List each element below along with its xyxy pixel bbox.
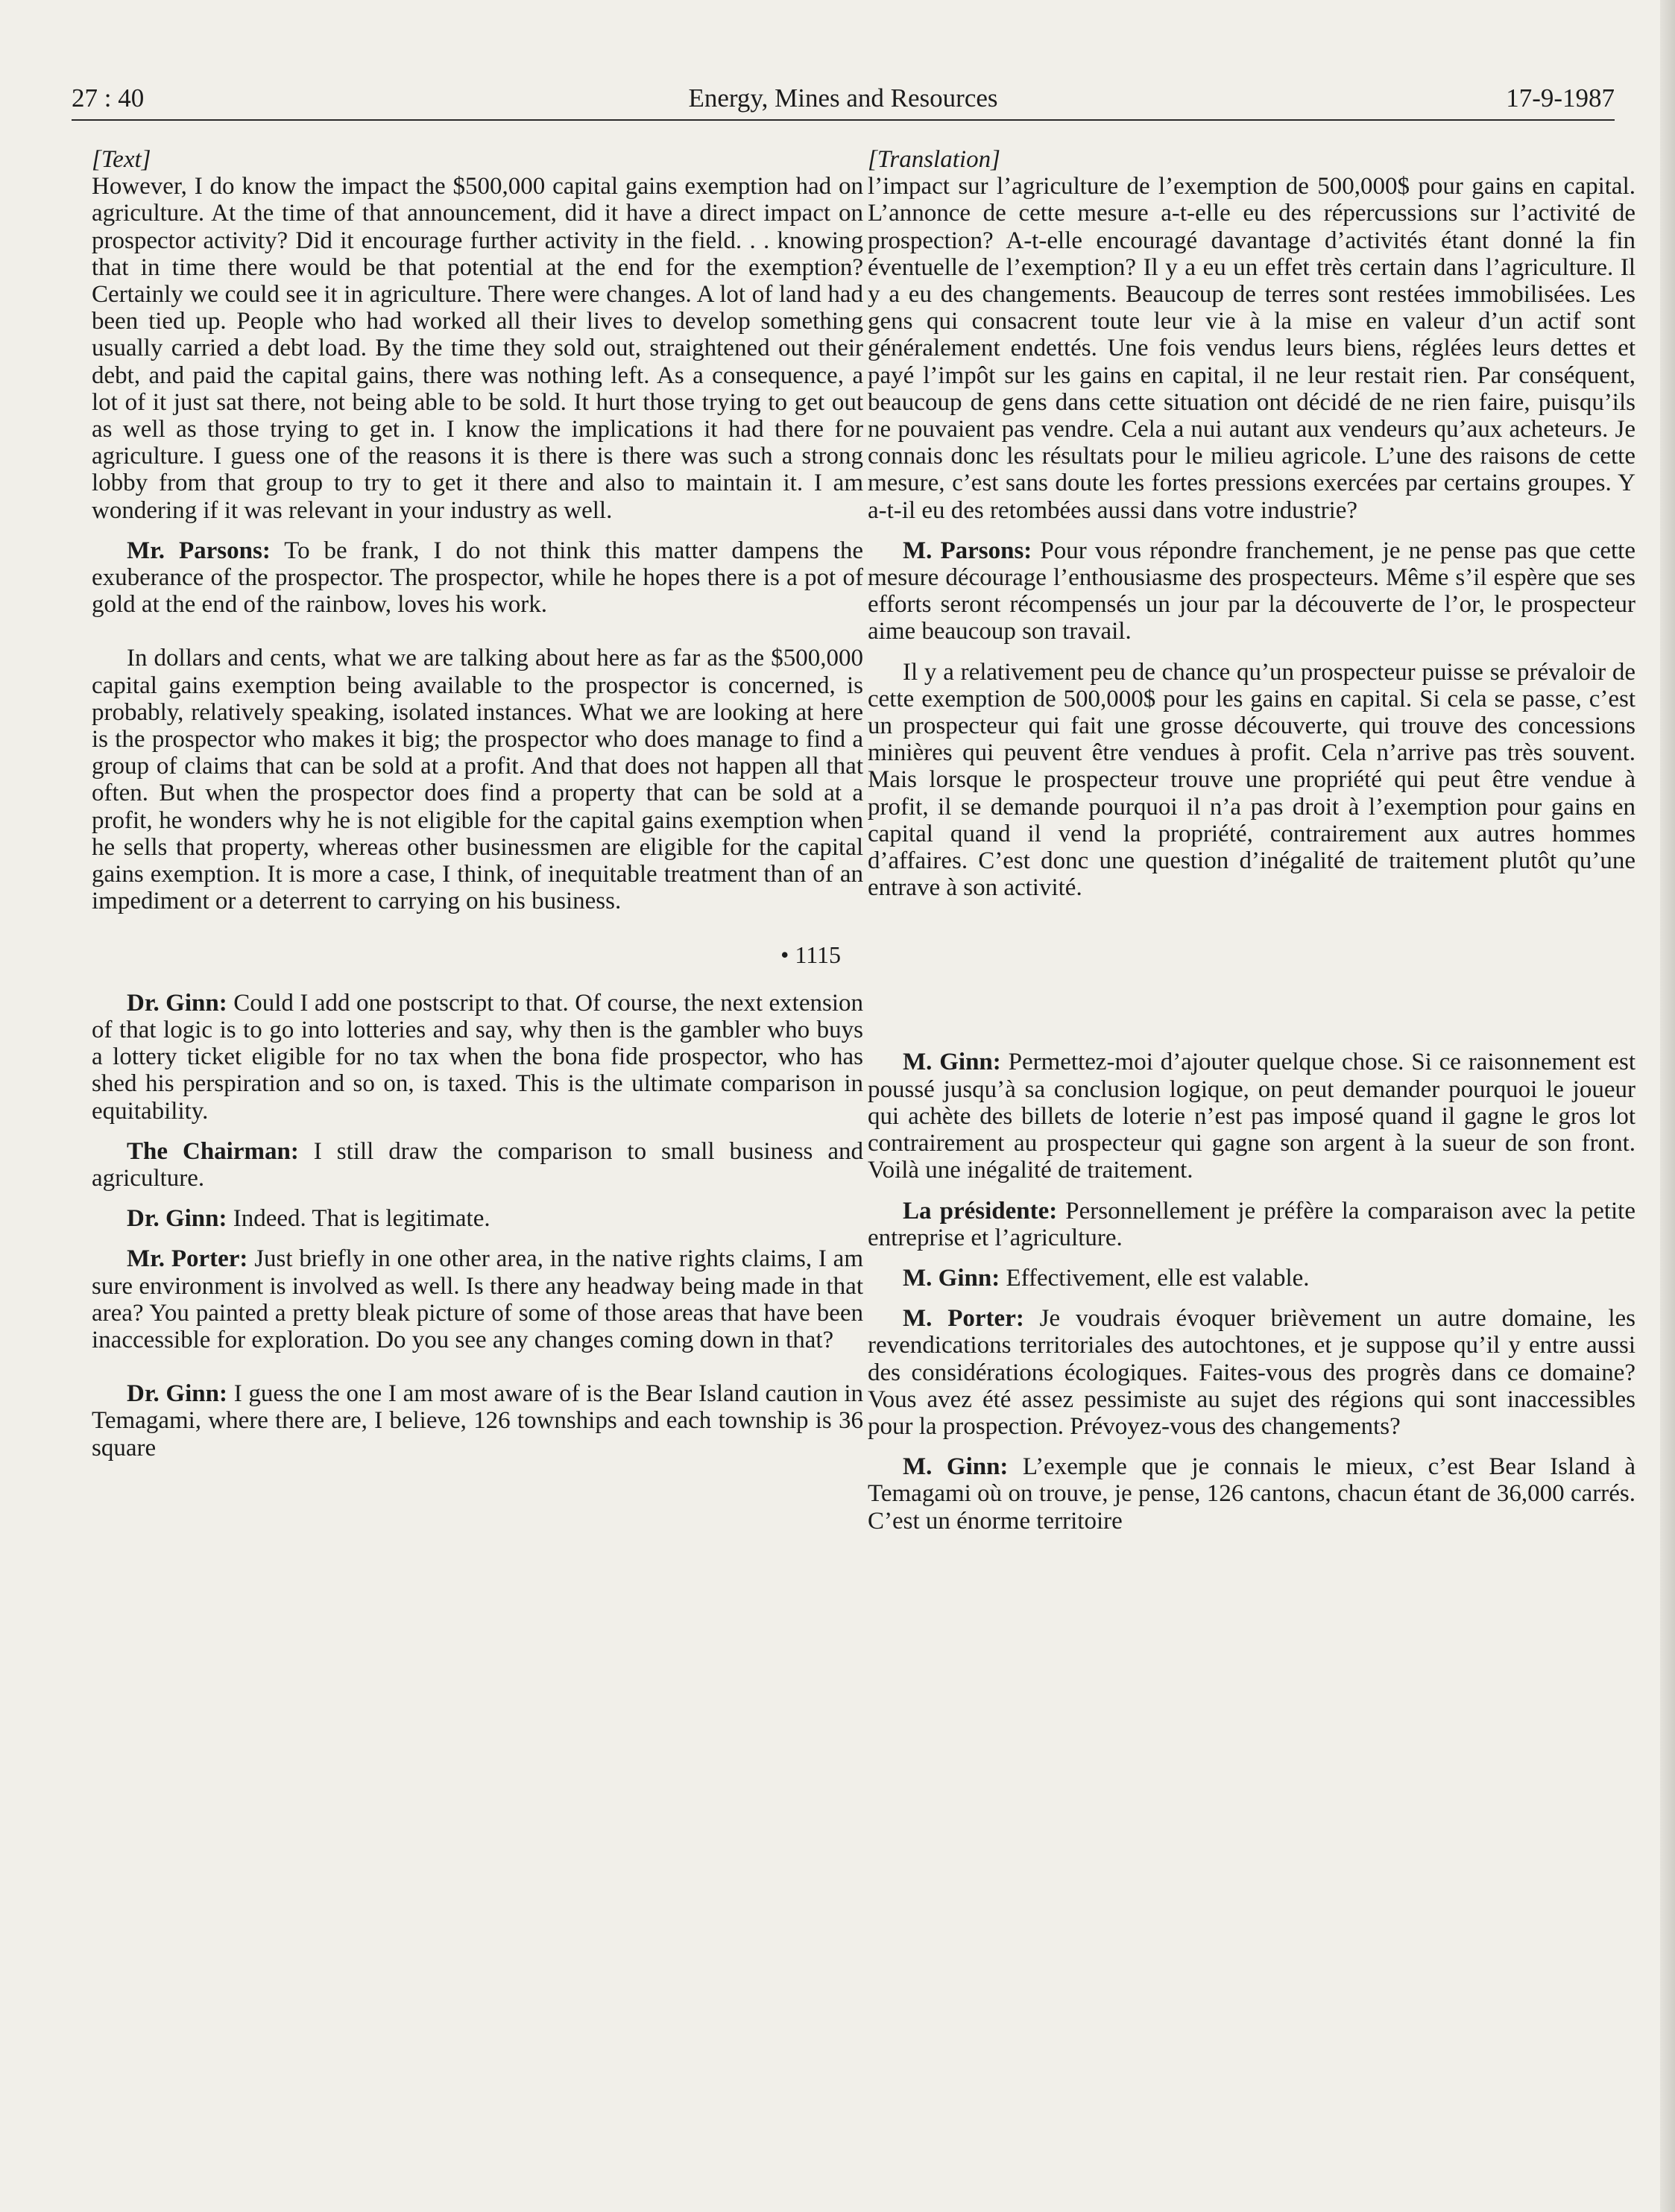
speaker-name: M. Parsons: bbox=[903, 537, 1032, 564]
speech-text: Effectivement, elle est valable. bbox=[1000, 1264, 1310, 1292]
paragraph bbox=[868, 1453, 1635, 1535]
running-title: Energy, Mines and Resources bbox=[688, 83, 998, 113]
paragraph bbox=[92, 1380, 863, 1462]
speaker-name: The Chairman: bbox=[127, 1137, 299, 1165]
speaker-name: M. Porter: bbox=[903, 1305, 1024, 1333]
speech-text: Just briefly in one other area, in the native rights claims, I am sure environment is involved as well. Is there any headway being made in that area? You painted a pretty bleak picture of some of those areas that have been inaccessible for exploration. Do you see any changes coming down in that? bbox=[92, 1245, 863, 1353]
speech-text: Personnellement je préfère la comparaison avec la petite entreprise et l’agriculture. bbox=[868, 1197, 1635, 1251]
french-column bbox=[868, 146, 1635, 1535]
paragraph: However, I do know the impact the $500,000 capital gains exemption had on agriculture. At the time of that announcement, did it have a direct impact on prospector activity? Did it encourage further activity in the field. . . knowing that in time there would be that potential at the end for the exemption? Certainly we could see it in agriculture. There were changes. A lot of land had been tied up. People who had worked all their lives to develop something usually carried a debt load. By the time they sold out, straightened out their debt, and paid the capital gains, there was nothing left. As a consequence, a lot of it just sat there, not being able to be sold. It hurt those trying to get out as well as those trying to get in. I know the implications it had there for agriculture. I guess one of the reasons it is there is there was such a strong lobby from that group to try to get it there and also to maintain it. I am wondering if it was relevant in your industry as well. bbox=[92, 173, 863, 524]
speech-text: I still draw the comparison to small business and agriculture. bbox=[92, 1137, 864, 1192]
time-marker: • 1115 bbox=[780, 941, 841, 969]
page-date: 17-9-1987 bbox=[1506, 83, 1615, 113]
speaker-name: M. Ginn: bbox=[903, 1049, 1001, 1076]
paragraph bbox=[92, 537, 863, 619]
text-tag: [Text] bbox=[92, 146, 151, 173]
paragraph bbox=[868, 1305, 1635, 1440]
speaker-name: M. Ginn: bbox=[903, 1453, 1009, 1481]
speech-text: L’exemple que je connais le mieux, c’est Bear Island à Temagami où on trouve, je pense, 126 cantons, chacun étant de 36,000 carrés. C’est un énorme territoire bbox=[868, 1453, 1636, 1535]
page-number: 27 : 40 bbox=[72, 83, 145, 113]
speaker-name: M. Ginn: bbox=[903, 1264, 1000, 1292]
paragraph bbox=[92, 990, 863, 1125]
speech-text: Pour vous répondre franchement, je ne pense pas que cette mesure décourage l’enthousiasme des prospecteurs. Même s’il espère que ses efforts seront récompensés un jour par la découverte de l’or, le prospecteur aime beaucoup son travail. bbox=[868, 537, 1636, 645]
speech-text: Indeed. That is legitimate. bbox=[227, 1205, 490, 1233]
speaker-name: Dr. Ginn: bbox=[127, 1205, 227, 1233]
paragraph bbox=[868, 1198, 1635, 1251]
speech-text: To be frank, I do not think this matter dampens the exuberance of the prospector. The prospector, while he hopes there is a pot of gold at the end of the rainbow, loves his work. bbox=[92, 537, 863, 619]
speaker-name: Dr. Ginn: bbox=[127, 1380, 227, 1408]
paragraph bbox=[92, 1138, 863, 1192]
translation-tag: [Translation] bbox=[868, 146, 1000, 173]
paragraph bbox=[92, 1205, 863, 1232]
paragraph: Il y a relativement peu de chance qu’un prospecteur puisse se prévaloir de cette exemption de 500,000$ pour les gains en capital. Si cela se passe, c’est un prospecteur qui fait une grosse découverte, qui trouve des concessions minières qui peuvent être vendues à profit. Cela n’arrive pas très souvent. Mais lorsque le prospecteur trouve une propriété qui peut être vendue à profit, il se demande pourquoi il n’a pas droit à l’exemption pour gains en capital quand il vend la propriété, contrairement aux autres hommes d’affaires. C’est donc une question d’inégalité de traitement plutôt qu’une entrave à son activité. bbox=[868, 658, 1635, 902]
speaker-name: La présidente: bbox=[903, 1197, 1058, 1224]
english-column bbox=[92, 146, 863, 1462]
page-header bbox=[72, 83, 1615, 122]
speech-text: Permettez-moi d’ajouter quelque chose. Si ce raisonnement est poussé jusqu’à sa conclusion logique, on peut demander pourquoi le joueur qui achète des billets de loterie n’est pas imposé quand il gagne le gros lot contrairement au prospecteur qui gagne son argent à la sueur de son front. Voilà une inégalité de traitement. bbox=[868, 1049, 1635, 1184]
speaker-name: Mr. Porter: bbox=[127, 1245, 248, 1273]
speaker-name: Dr. Ginn: bbox=[127, 989, 227, 1017]
paragraph bbox=[868, 537, 1635, 645]
paragraph bbox=[868, 1049, 1635, 1184]
speech-text: Je voudrais évoquer brièvement un autre domaine, les revendications territoriales des autochtones, et je suppose qu’il y entre aussi des considérations écologiques. Faites-vous des progrès dans ce domaine? Vous avez été assez pessimiste au sujet des régions qui sont inaccessibles pour la prospection. Prévoyez-vous des changements? bbox=[868, 1305, 1635, 1440]
paragraph: l’impact sur l’agriculture de l’exemption de 500,000$ pour gains en capital. L’annonce de cette mesure a-t-elle eu des répercussions sur l’activité de prospection? A-t-elle encouragé davantage d’activités étant donné la fin éventuelle de l’exemption? Il y a eu un effet très certain dans l’agriculture. Il y a eu des changements. Beaucoup de terres sont restées immobilisées. Les gens qui consacrent toute leur vie à la mise en valeur d’un actif sont généralement endettés. Une fois vendus leurs biens, réglées leurs dettes et payé l’impôt sur les gains en capital, il ne leur restait rien. Par conséquent, beaucoup de gens dans cette situation ont décidé de ne rien faire, puisqu’ils ne pouvaient pas vendre. Cela a nui autant aux vendeurs qu’aux acheteurs. Je connais donc les résultats pour le milieu agricole. L’une des raisons de cette mesure, c’est sans doute les fortes pressions exercées par certains groupes. Y a-t-il eu des retombées aussi dans votre industrie? bbox=[868, 173, 1635, 524]
speech-text: I guess the one I am most aware of is the Bear Island caution in Temagami, where there are, I believe, 126 townships and each township is 36 square bbox=[92, 1380, 863, 1462]
header-rule bbox=[72, 119, 1615, 121]
speech-text: Could I add one postscript to that. Of course, the next extension of that logic is to go into lotteries and say, why then is the gambler who buys a lottery ticket eligible for no tax when the bona fide prospector, who has shed his perspiration and so on, is taxed. This is the ultimate comparison in equitability. bbox=[92, 989, 863, 1125]
paragraph bbox=[92, 1245, 863, 1353]
speaker-name: Mr. Parsons: bbox=[127, 537, 271, 564]
paragraph bbox=[868, 1265, 1635, 1292]
page-edge-shadow bbox=[1660, 0, 1675, 2212]
paragraph: In dollars and cents, what we are talking about here as far as the $500,000 capital gains exemption being available to the prospector is concerned, is probably, relatively speaking, isolated instances. What we are looking at here is the prospector who makes it big; the prospector who does manage to find a group of claims that can be sold at a profit. And that does not happen all that often. But when the prospector does find a property that can be sold at a profit, he wonders why he is not eligible for the capital gains exemption when he sells that property, whereas other businessmen are eligible for the capital gains exemption. It is more a case, I think, of inequitable treatment than of an impediment or a deterrent to carrying on his business. bbox=[92, 645, 863, 915]
